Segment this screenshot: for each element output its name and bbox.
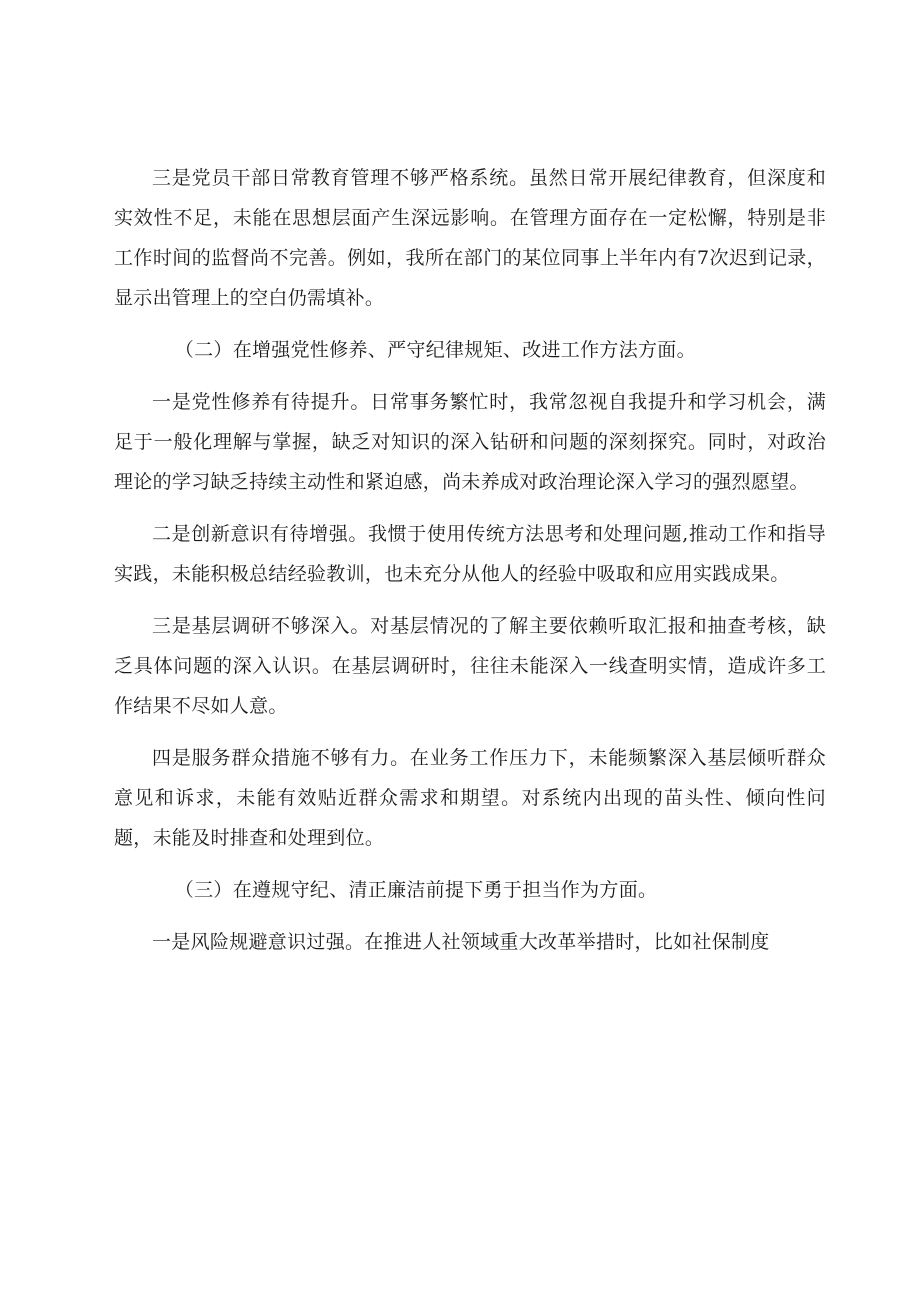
document-body — [114, 158, 826, 974]
section-heading-2: （二）在增强党性修养、严守纪律规矩、改进工作方法方面。 — [174, 339, 696, 361]
paragraph-serving-public: 四是服务群众措施不够有力。在业务工作压力下，未能频繁深入基层倾听群众意见和诉求，未能有效贴近群众需求和期望。对系统内出现的苗头性、倾向性问题，未能及时排查和处理到位。 — [114, 747, 826, 849]
section-heading-3: （三）在遵规守纪、清正廉洁前提下勇于担当作为方面。 — [174, 879, 658, 901]
paragraph-innovation: 二是创新意识有待增强。我惯于使用传统方法思考和处理问题,推动工作和指导实践，未能积极总结经验教训，也未充分从他人的经验中吸取和应用实践成果。 — [114, 523, 826, 585]
paragraph-risk-avoidance: 一是风险规避意识过强。在推进人社领域重大改革举措时，比如社保制度 — [152, 931, 770, 953]
paragraph-party-spirit: 一是党性修养有待提升。日常事务繁忙时，我常忽视自我提升和学习机会，满足于一般化理解与掌握，缺乏对知识的深入钻研和问题的深刻探究。同时，对政治理论的学习缺乏持续主动性和紧迫感，尚未养成对政治理论深入学习的强烈愿望。 — [114, 391, 826, 493]
paragraph-grassroots-research: 三是基层调研不够深入。对基层情况的了解主要依赖听取汇报和抽查考核，缺乏具体问题的深入认识。在基层调研时，往往未能深入一线查明实情，造成许多工作结果不尽如人意。 — [114, 615, 826, 717]
paragraph-party-member-management: 三是党员干部日常教育管理不够严格系统。虽然日常开展纪律教育，但深度和实效性不足，未能在思想层面产生深远影响。在管理方面存在一定松懈，特别是非工作时间的监督尚不完善。例如，我所在部门的某位同事上半年内有7次迟到记录，显示出管理上的空白仍需填补。 — [114, 167, 826, 309]
